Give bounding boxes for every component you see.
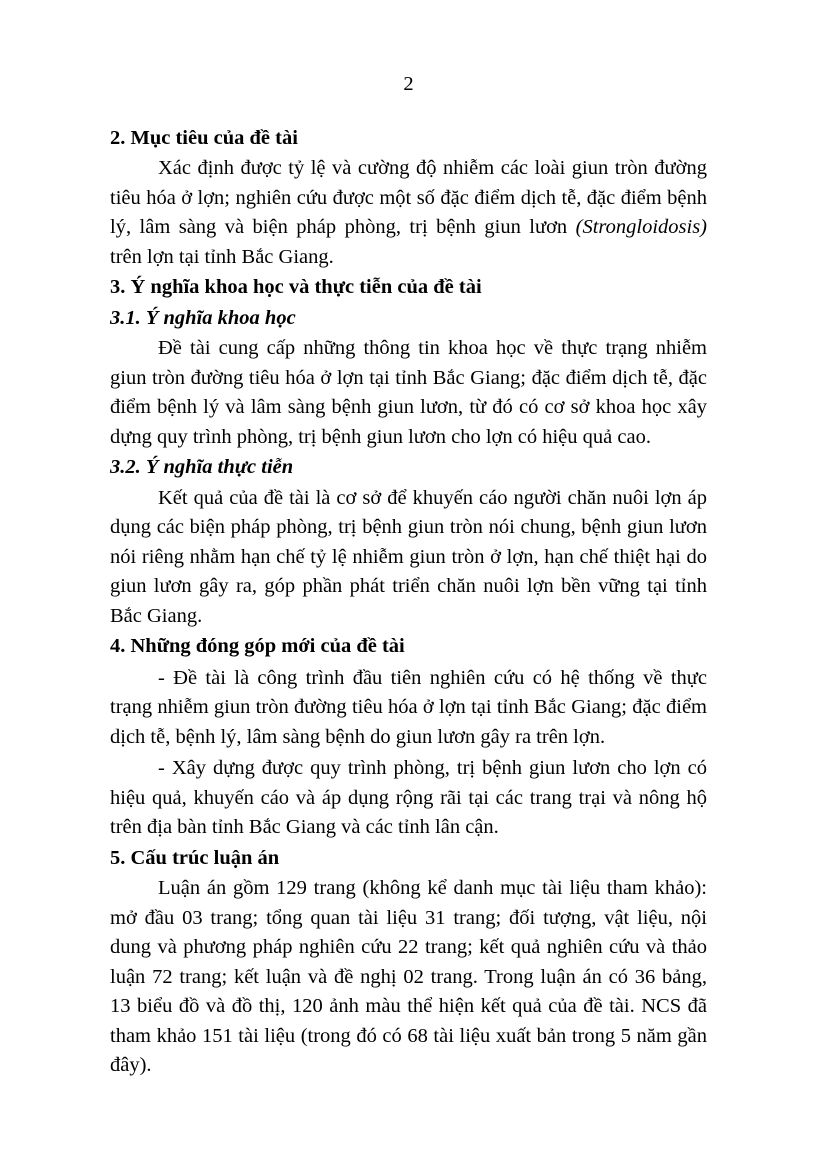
section-2-italic-term: (Strongloidosis) [575, 216, 707, 238]
section-3-heading: 3. Ý nghĩa khoa học và thực tiễn của đề tài [110, 276, 482, 298]
section-3-2-paragraph: Kết quả của đề tài là cơ sở để khuyến cáo người chăn nuôi lợn áp dụng các biện pháp phòng, trị bệnh giun tròn nói chung, bệnh giun lươn nói riêng nhằm hạn chế tỷ lệ nhiễm giun tròn ở lợn, hạn chế thiệt hại do giun lươn gây ra, góp phần phát triển chăn nuôi lợn bền vững tại tỉnh Bắc Giang. [110, 486, 707, 627]
section-3-1-paragraph: Đề tài cung cấp những thông tin khoa học về thực trạng nhiễm giun tròn đường tiêu hóa ở lợn tại tỉnh Bắc Giang; đặc điểm dịch tễ, đặc điểm bệnh lý và lâm sàng bệnh giun lươn, từ đó có cơ sở khoa học xây dựng quy trình phòng, trị bệnh giun lươn cho lợn có hiệu quả cao. [110, 337, 707, 448]
section-5-heading: 5. Cấu trúc luận án [110, 846, 280, 869]
section-4-heading: 4. Những đóng góp mới của đề tài [110, 635, 405, 657]
section-5-paragraph: Luận án gồm 129 trang (không kể danh mục tài liệu tham khảo): mở đầu 03 trang; tổng quan tài liệu 31 trang; đối tượng, vật liệu, nội dung và phương pháp nghiên cứu 22 trang; kết quả nghiên cứu và thảo luận 72 trang; kết luận và đề nghị 02 trang. Trong luận án có 36 bảng, 13 biểu đồ và đồ thị, 120 ảnh màu thể hiện kết quả của đề tài. NCS đã tham khảo 151 tài liệu (trong đó có 68 tài liệu xuất bản trong 5 năm gần đây). [110, 877, 707, 1076]
page-number: 2 [403, 73, 414, 95]
section-3-1-heading: 3.1. Ý nghĩa khoa học [110, 306, 296, 329]
section-4-item-2: - Xây dựng được quy trình phòng, trị bệnh giun lươn cho lợn có hiệu quả, khuyến cáo và áp dụng rộng rãi tại các trang trại và nông hộ trên địa bàn tỉnh Bắc Giang và các tỉnh lân cận. [110, 757, 707, 838]
document-page [110, 70, 707, 1081]
section-2-text-a: Xác định được tỷ lệ và cường độ nhiễm các loài giun tròn đường tiêu hóa ở lợn; nghiên cứu được một số đặc điểm dịch tễ, đặc điểm bệnh lý, lâm sàng và biện pháp phòng, trị bệnh giun lươn [110, 157, 707, 238]
section-2-text-b: trên lợn tại tỉnh Bắc Giang. [110, 245, 334, 268]
section-4-item-1: - Đề tài là công trình đầu tiên nghiên cứu có hệ thống về thực trạng nhiễm giun tròn đường tiêu hóa ở lợn tại tỉnh Bắc Giang; đặc điểm dịch tễ, bệnh lý, lâm sàng bệnh do giun lươn gây ra trên lợn. [110, 666, 707, 748]
section-3-2-heading: 3.2. Ý nghĩa thực tiễn [110, 456, 294, 478]
section-2-paragraph [110, 154, 707, 272]
section-2-heading: 2. Mục tiêu của đề tài [110, 126, 298, 149]
